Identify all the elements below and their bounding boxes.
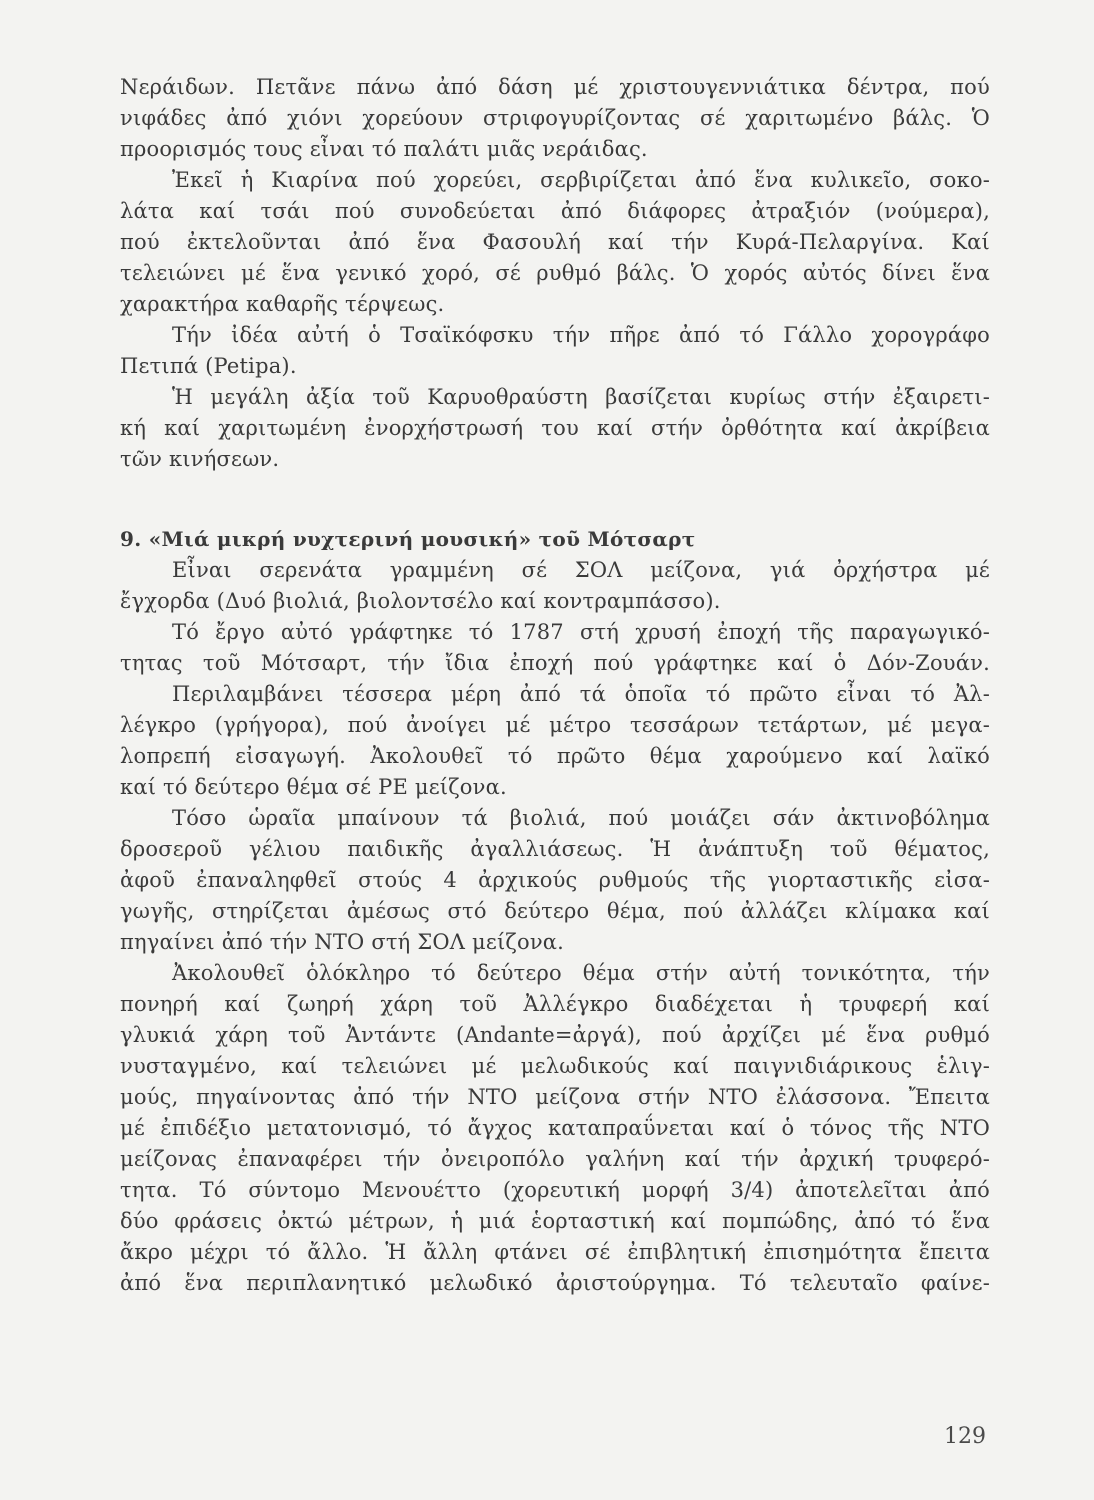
- text-line: Περιλαμβάνει τέσσερα μέρη ἀπό τά ὁποῖα τό πρῶτο εἶναι τό Ἀλ-: [172, 682, 990, 706]
- text-line: Τήν ἰδέα αὐτή ὁ Τσαϊκόφσκυ τήν πῆρε ἀπό τό Γάλλο χορογράφο: [172, 323, 990, 347]
- text-line: λέγκρο (γρήγορα), πού ἀνοίγει μέ μέτρο τεσσάρων τετάρτων, μέ μεγα-: [120, 713, 990, 737]
- text-line: Ἡ μεγάλη ἀξία τοῦ Καρυοθραύστη βασίζεται κυρίως στήν ἐξαιρετι-: [172, 385, 990, 409]
- text-line: νυσταγμένο, καί τελειώνει μέ μελωδικούς καί παιγνιδιάρικους ἑλιγ-: [120, 1054, 990, 1078]
- text-line: λοπρεπή εἰσαγωγή. Ἀκολουθεῖ τό πρῶτο θέμα χαρούμενο καί λαϊκό: [120, 744, 990, 768]
- text-line: δροσεροῦ γέλιου παιδικῆς ἀγαλλιάσεως. Ἡ ἀνάπτυξη τοῦ θέματος,: [120, 837, 990, 861]
- text-line: Ἐκεῖ ἡ Κιαρίνα πού χορεύει, σερβιρίζεται ἀπό ἕνα κυλικεῖο, σοκο-: [172, 168, 990, 192]
- text-line: τητα. Τό σύντομο Μενουέττο (χορευτική μορφή 3/4) ἀποτελεῖται ἀπό: [120, 1178, 990, 1202]
- text-line: τητας τοῦ Μότσαρτ, τήν ἴδια ἐποχή πού γράφτηκε καί ὁ Δόν-Ζουάν.: [120, 651, 990, 675]
- text-block-nutcracker: [120, 72, 990, 475]
- page-number: 129: [944, 1424, 986, 1449]
- text-line: καί τό δεύτερο θέμα σέ ΡΕ μείζονα.: [120, 775, 507, 799]
- text-line: μείζονας ἐπαναφέρει τήν ὀνειροπόλο γαλήνη καί τήν ἀρχική τρυφερό-: [120, 1147, 990, 1171]
- text-line: μέ ἐπιδέξιο μετατονισμό, τό ἄγχος καταπραΰνεται καί ὁ τόνος τῆς ΝΤΟ: [120, 1116, 990, 1140]
- text-line: γλυκιά χάρη τοῦ Ἀντάντε (Andante=ἀργά), πού ἀρχίζει μέ ἕνα ρυθμό: [120, 1023, 990, 1047]
- text-line: πού ἐκτελοῦνται ἀπό ἕνα Φασουλή καί τήν Κυρά-Πελαργίνα. Καί: [120, 230, 990, 254]
- text-line: Τόσο ὡραῖα μπαίνουν τά βιολιά, πού μοιάζει σάν ἀκτινοβόλημα: [172, 806, 990, 830]
- text-line: ἔγχορδα (Δυό βιολιά, βιολοντσέλο καί κοντραμπάσσο).: [120, 589, 721, 613]
- text-line: πηγαίνει ἀπό τήν ΝΤΟ στή ΣΟΛ μείζονα.: [120, 930, 565, 954]
- text-line: πονηρή καί ζωηρή χάρη τοῦ Ἀλλέγκρο διαδέχεται ἡ τρυφερή καί: [120, 992, 990, 1016]
- text-line: λάτα καί τσάι πού συνοδεύεται ἀπό διάφορες ἀτραξιόν (νούμερα),: [120, 199, 990, 223]
- text-line: τελειώνει μέ ἕνα γενικό χορό, σέ ρυθμό βάλς. Ὁ χορός αὐτός δίνει ἕνα: [120, 261, 990, 285]
- text-line: Τό ἔργο αὐτό γράφτηκε τό 1787 στή χρυσή ἐποχή τῆς παραγωγικό-: [172, 620, 990, 644]
- text-line: Νεράιδων. Πετᾶνε πάνω ἀπό δάση μέ χριστουγεννιάτικα δέντρα, πού: [120, 75, 990, 99]
- text-line: ἄκρο μέχρι τό ἄλλο. Ἡ ἄλλη φτάνει σέ ἐπιβλητική ἐπισημότητα ἔπειτα: [120, 1240, 990, 1264]
- text-line: νιφάδες ἀπό χιόνι χορεύουν στριφογυρίζοντας σέ χαριτωμένο βάλς. Ὁ: [120, 106, 990, 130]
- text-line: χαρακτήρα καθαρῆς τέρψεως.: [120, 292, 445, 316]
- text-line: γωγῆς, στηρίζεται ἀμέσως στό δεύτερο θέμα, πού ἀλλάζει κλίμακα καί: [120, 899, 990, 923]
- text-line: ἀφοῦ ἐπαναληφθεῖ στούς 4 ἀρχικούς ρυθμούς τῆς γιορταστικῆς εἰσα-: [120, 868, 990, 892]
- text-block-mozart: [120, 524, 990, 1299]
- text-line: προορισμός τους εἶναι τό παλάτι μιᾶς νεράιδας.: [120, 137, 648, 161]
- text-line: Εἶναι σερενάτα γραμμένη σέ ΣΟΛ μείζονα, γιά ὀρχήστρα μέ: [172, 558, 990, 582]
- text-line: μούς, πηγαίνοντας ἀπό τήν ΝΤΟ μείζονα στήν ΝΤΟ ἐλάσσονα. Ἔπειτα: [120, 1085, 990, 1109]
- section-heading: 9. «Μιά μικρή νυχτερινή μουσική» τοῦ Μότσαρτ: [120, 527, 696, 551]
- text-line: ἀπό ἕνα περιπλανητικό μελωδικό ἀριστούργημα. Τό τελευταῖο φαίνε-: [120, 1271, 990, 1295]
- text-line: τῶν κινήσεων.: [120, 447, 280, 471]
- text-line: Ἀκολουθεῖ ὁλόκληρο τό δεύτερο θέμα στήν αὐτή τονικότητα, τήν: [172, 961, 990, 985]
- text-line: κή καί χαριτωμένη ἐνορχήστρωσή του καί στήν ὀρθότητα καί ἀκρίβεια: [120, 416, 990, 440]
- text-line: δύο φράσεις ὀκτώ μέτρων, ἡ μιά ἑορταστική καί πομπώδης, ἀπό τό ἕνα: [120, 1209, 990, 1233]
- text-line: Πετιπά (Petipa).: [120, 354, 297, 378]
